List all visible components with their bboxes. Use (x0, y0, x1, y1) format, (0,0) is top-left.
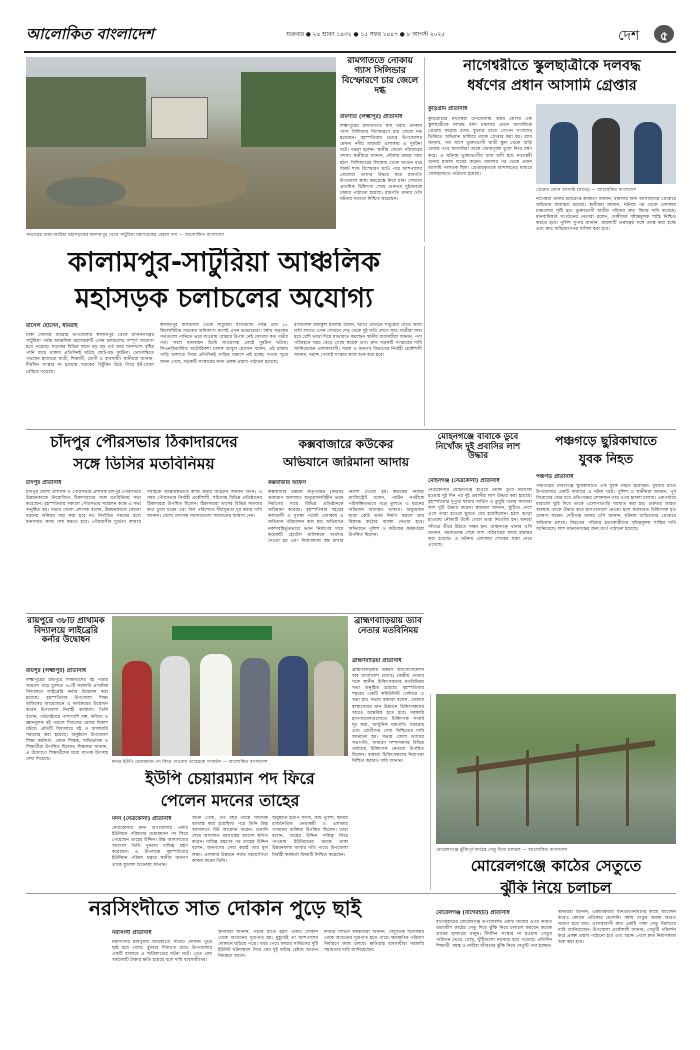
chandpur-headline-line2: সঙ্গে ডিসির মতবিনিময় (73, 456, 215, 473)
tahir-photo-caption: মদনে ইউপি চেয়ারম্যান পদ ফিরে পাওয়ায় তাহেরকে সংবর্ধনা — আলোকিত বাংলাদেশ (112, 760, 268, 765)
narsingdi-body-col1: নরসিংদীর রায়পুরায় অগ্নিকাণ্ডে সাতটি দোকান পুড়ে ছাই হয়ে গেছে। বুধবার দিবাগত রাতে উপজেলার একটি বাজারে এ অগ্নিকাণ্ডের ঘটনা ঘটে। এতে প্রায় অর্ধকোটি টাকার ক্ষতি হয়েছে বলে দাবি ব্যবসায়ীদের। (112, 940, 212, 964)
column-divider (424, 246, 425, 426)
tahir-body-col2: জানা গেছে, গত বছর তাকে সাময়িক বরখাস্ত করা হয়েছিল। পরে তিনি উচ্চ আদালতে রিট আবেদন করেন। শুনানি শেষে আদালত বরখাস্তের আদেশ স্থগিত করেন। দায়িত্ব গ্রহণের পর তাহের উদ্দিন বলেন, জনগণের সেবা করাই তার মূল লক্ষ্য। এলাকার উন্নয়নে সবার সহযোগিতা কামনা করেন তিনি। (192, 816, 268, 864)
kalampur-byline: রাসেল হোসেন, ধামরাই (26, 323, 78, 329)
kalampur-body-col2: কালামপুর বাসস্ট্যান্ড থেকে সাটুরিয়া বাসস্ট্যান্ড পর্যন্ত প্রায় ১৮ কিলোমিটার সড়কের অধিকাংশ অংশই এখন ভাঙাচোরা। বর্ষায় সড়কের গর্তগুলো পানিতে ভরে যাওয়ায় বোঝার উপায় নেই কোথায় কত গভীর গর্ত। ফলে যানবাহন উল্টে যাওয়াসহ প্রায়ই দুর্ঘটনা ঘটছে। সিএনজিচালিত অটোরিকশা চালক আবুল হোসেন বলেন, এই রাস্তায় গাড়ি চালাতে গিয়ে প্রতিদিনই গাড়ির যন্ত্রাংশ নষ্ট হচ্ছে। সওজ সূত্রে জানা গেছে, সড়কটি সংস্কারের জন্য প্রকল্প প্রস্তাব পাঠানো হয়েছে। (160, 323, 288, 365)
raipur-body: লক্ষ্মীপুরের রায়পুরে শিক্ষার্থীদের বই পড়ার অভ্যাস গড়ে তুলতে ৩৮টি সরকারি প্রাথমিক বিদ্যালয়ে লাইব্রেরি কর্নার উদ্বোধন করা হয়েছে। বৃহস্পতিবার উপজেলা শিক্ষা অফিসের আয়োজনে এ কার্যক্রমের উদ্বোধন করেন উপজেলা নির্বাহী কর্মকর্তা। তিনি বলেন, পাঠ্যবইয়ের পাশাপাশি গল্প, কবিতা ও জ্ঞানমূলক বই পড়লে শিশুদের মেধার বিকাশ ঘটবে। প্রতিটি বিদ্যালয়ে বই ও আলমারি সরবরাহ করা হয়েছে। অনুষ্ঠানে উপজেলা শিক্ষা কর্মকর্তা, প্রধান শিক্ষক, অভিভাবক ও শিক্ষার্থীরা উপস্থিত ছিলেন। শিক্ষকরা জানান, এ উদ্যোগে শিক্ষার্থীদের মধ্যে ব্যাপক উৎসাহ দেখা দিয়েছে। (26, 678, 108, 763)
newspaper-logo: আলোকিত বাংলাদেশ (26, 25, 154, 43)
mohangonj-headline: মোহনগঞ্জে বাবাকে ডুবে নিখোঁজ দুই প্রবাসির লাশ উদ্ধার (435, 433, 521, 462)
kalampur-headline-line1: কালামপুর-সাটুরিয়া আঞ্চলিক (68, 248, 380, 278)
brahmanbaria-headline: ব্রাহ্মণবাড়িয়ায় ড্যাব নেতার মতবিনিময় (354, 617, 422, 636)
coxsbazar-headline-line2: অভিযানে জরিমানা আদায় (283, 456, 409, 469)
road-photo (26, 57, 336, 229)
coxsbazar-headline-line1: কক্সবাজারে কউকের (298, 438, 394, 451)
tahir-headline-line1: ইউপি চেয়ারম্যান পদ ফিরে (145, 770, 315, 788)
morelganj-byline: মোরেলগঞ্জ (বাগেরহাট) প্রতিনিধি (436, 910, 510, 916)
tahir-headline-line2: পেলেন মদনের তাহের (160, 792, 300, 810)
panchagarh-byline: পঞ্চগড় প্রতিনিধি (536, 474, 574, 480)
raipur-byline: রায়পুর (লক্ষ্মীপুর) প্রতিনিধি (26, 668, 87, 674)
nageshwari-body-right: নাগেশ্বরী থানার ভারপ্রাপ্ত কর্মকর্তা জানান, মামলার অন্য আসামিদের গ্রেপ্তারে অভিযান অব্যাহত রয়েছে। স্থানীয়রা জানান, ঘটনার পর থেকে এলাকায় চাঞ্চল্যের সৃষ্টি হয়। ভুক্তভোগী ছাত্রীর পরিবার দ্রুত বিচার দাবি করেছে। মানবাধিকার সংগঠনের নেতারা বলেন, দোষীদের দৃষ্টান্তমূলক শাস্তি নিশ্চিত করতে হবে। পুলিশ সুপার জানান, মামলাটি গুরুত্বের সঙ্গে তদন্ত করা হচ্ছে এবং দ্রুত অভিযোগপত্র দাখিল করা হবে। (536, 197, 676, 233)
chandpur-byline: চাঁদপুর প্রতিনিধি (26, 480, 62, 486)
nageshwari-headline-line2: ধর্ষণের প্রধান আসামি গ্রেপ্তার (467, 78, 637, 94)
tahir-photo (112, 616, 348, 756)
ramgati-headline: রামগতিতে নৌকায় গ্যাস সিলিন্ডার বিস্ফোরণে চার জেলে দগ্ধ (341, 57, 419, 96)
panchagarh-headline-line2: যুবক নিহত (578, 452, 634, 466)
raipur-headline: রায়পুরে ৩৮টি প্রাথমিক বিদ্যালয়ে লাইব্রেরি কর্নার উদ্বোধন (27, 617, 105, 646)
arrest-photo (536, 104, 676, 184)
tahir-body-col3: অনুষ্ঠানে ইউপি সদস্য, গ্রাম পুলিশ, স্থানীয় রাজনৈতিক নেতাকর্মী ও এলাকার গণ্যমান্য ব্যক্তিরা উপস্থিত ছিলেন। তারা বলেন, তাহের উদ্দিন দায়িত্ব ফিরে পাওয়ায় ইউনিয়নের থমকে থাকা উন্নয়নকাজ আবার গতি পাবে। উপজেলা নির্বাহী কর্মকর্তা বিষয়টি নিশ্চিত করেছেন। (272, 816, 348, 858)
masthead (24, 20, 676, 50)
panchagarh-headline-line1: পঞ্চগড়ে ছুরিকাঘাতে (554, 434, 658, 448)
mohangonj-byline: মোহনগঞ্জ (নেত্রকোনা) প্রতিনিধি (428, 478, 500, 484)
narsingdi-body-col2: স্থানীয়রা জানান, গভীর রাতে হঠাৎ একটি দোকান থেকে আগুনের সূত্রপাত হয়। মুহূর্তেই তা আশপাশের দোকানে ছড়িয়ে পড়ে। খবর পেয়ে ফায়ার সার্ভিসের দুটি ইউনিট ঘটনাস্থলে গিয়ে প্রায় দুই ঘণ্টার চেষ্টায় আগুন নিয়ন্ত্রণে আনে। (218, 930, 318, 960)
morelganj-headline-line2: ঝুঁকি নিয়ে চলাচল (500, 880, 612, 897)
morelganj-body-col2: স্থানীয়রা জানান, একাধিকবার জনপ্রতিনিধিদের কাছে আবেদন করেও কোনো প্রতিকার মেলেনি। বর্ষায় সেতুর অবস্থা আরও খারাপ হয়ে যায়। এলাকাবাসী দ্রুত একটি পাকা সেতু নির্মাণের দাবি জানিয়েছেন। উপজেলা প্রকৌশলী জানান, সেতুটি পরিদর্শন করে প্রকল্প প্রস্তাব পাঠানো হবে এবং বরাদ্দ পেলে দ্রুত নির্মাণকাজ শুরু করা হবে। (558, 910, 676, 946)
kalampur-body-col3: বাসচালক রফিকুল ইসলাম বলেন, আগে যেখানে সাটুরিয়া যেতে আধা ঘণ্টা লাগত এখন সেখানে দেড় থেকে দুই ঘণ্টা লেগে যায়। যাত্রীরা বাধ্য হয়ে বেশি ভাড়া দিয়ে যাতায়াত করছেন। স্থানীয় ব্যবসায়ীরা জানান, পণ্য পরিবহনে খরচ বেড়ে গেছে কয়েক গুণ। দ্রুত সড়কটি সংস্কারের দাবি জানিয়েছেন এলাকাবাসী। সড়ক ও জনপথ বিভাগের নির্বাহী প্রকৌশলী জানান, বরাদ্দ পেলেই সংস্কার কাজ শুরু করা হবে। (294, 323, 422, 359)
narsingdi-body-col3: ফায়ার সার্ভিস কর্মকর্তারা জানান, বৈদ্যুতিক শর্টসার্কিট থেকে আগুনের সূত্রপাত হতে পারে। ক্ষয়ক্ষতির পরিমাণ নির্ধারণে কাজ চলছে। ক্ষতিগ্রস্ত ব্যবসায়ীরা সরকারি সহায়তার দাবি জানিয়েছেন। (324, 930, 424, 954)
narsingdi-byline: নরসিংদী প্রতিনিধি (112, 930, 152, 936)
brahmanbaria-byline: ব্রাহ্মণবাড়িয়া প্রতিনিধি (352, 658, 402, 664)
section-rule (26, 613, 424, 614)
nageshwari-body-left: কুড়িগ্রামের নাগেশ্বরী উপজেলায় অষ্টম শ্রেণির এক স্কুলছাত্রীকে দলবদ্ধ ধর্ষণ মামলার প্রধান আসামিকে গ্রেপ্তার করেছে র‍্যাব। বুধবার রাতে গোপন সংবাদের ভিত্তিতে অভিযান চালিয়ে তাকে গ্রেপ্তার করা হয়। র‍্যাব জানায়, গত মাসে ভুক্তভোগী ছাত্রী স্কুল থেকে বাড়ি ফেরার পথে আসামিরা তাকে জোরপূর্বক তুলে নিয়ে ধর্ষণ করে। এ ঘটনায় ভুক্তভোগীর বাবা বাদী হয়ে নাগেশ্বরী থানায় মামলা দায়ের করেন। মামলার পর থেকে প্রধান আসামি পলাতক ছিল। গ্রেপ্তারকৃতকে আদালতের মাধ্যমে জেলহাজতে পাঠানো হয়েছে। (428, 117, 532, 177)
section-name: দেশ (618, 28, 640, 44)
chandpur-body: চাঁদপুর জেলা প্রশাসক ও পৌরসভার প্রশাসক চাঁদপুর পৌরসভার উন্নয়নকাজে নিয়োজিত ঠিকাদারদের সঙ্গে মতবিনিময় সভা করেছেন। বৃহস্পতিবার সকালে পৌরসভার সম্মেলন কক্ষে এ সভা অনুষ্ঠিত হয়। সভায় জেলা প্রশাসক বলেন, উন্নয়নকাজে কোনো ধরনের অনিয়ম সহ্য করা হবে না। নির্ধারিত সময়ের মধ্যে মানসম্মত কাজ শেষ করতে হবে। পৌরবাসীর দুর্ভোগ লাঘবে সবাইকে আন্তরিকভাবে কাজ করার আহ্বান জানান তিনি। এ সময় পৌরসভার নির্বাহী প্রকৌশলী, সচিবসহ বিভিন্ন প্রতিষ্ঠানের ঠিকাদাররা উপস্থিত ছিলেন। ঠিকাদাররা তাদের বিভিন্ন সমস্যার কথা তুলে ধরেন এবং বিল পরিশোধে দীর্ঘসূত্রতা দূর করার দাবি জানান। জেলা প্রশাসক সমস্যাগুলো সমাধানের আশ্বাস দেন। (26, 490, 262, 526)
column-divider (424, 57, 425, 242)
date-line: শুক্রবার ● ২৪ শ্রাবণ ১৪৩২ ● ১৫ সফর ১৪৪৭ ● ৮ আগস্ট ২০২৫ (286, 32, 445, 38)
section-rule (26, 429, 676, 430)
page-number-badge (654, 25, 674, 43)
road-photo-caption: সাভারের ঢাকা-আরিচা মহাসড়কের কালামপুর থেকে সাটুরিয়া মহাসড়কের বেহাল দশা — আলোকিত বাংলাদেশ (26, 233, 224, 238)
morelganj-headline-line1: মোরেলগঞ্জে কাঠের সেতুতে (470, 858, 642, 875)
tahir-body-col1: নেত্রকোনার মদন উপজেলার একটি ইউনিয়ন পরিষদের চেয়ারম্যান পদ ফিরে পেয়েছেন তাহের উদ্দিন। উচ্চ আদালতের আদেশে তিনি পুনরায় দায়িত্ব গ্রহণ করেছেন। এ উপলক্ষে বৃহস্পতিবার ইউনিয়ন পরিষদ চত্বরে স্থানীয় জনগণ তাকে ফুলেল শুভেচ্ছা জানান। (112, 826, 188, 868)
coxsbazar-byline: কক্সবাজার অফিস (268, 480, 306, 486)
panchagarh-body: পঞ্চগড়ের দেবীগঞ্জে ছুরিকাঘাতে এক যুবক নিহত হয়েছেন। বুধবার রাতে উপজেলার একটি বাজারে এ ঘটনা ঘটে। পুলিশ ও স্থানীয়রা জানান, পূর্ব বিরোধের জের ধরে প্রতিপক্ষের লোকজন তার ওপর হামলা চালায়। একপর্যায়ে ধারালো ছুরি দিয়ে তাকে এলোপাতাড়ি আঘাত করা হয়। গুরুতর আহত অবস্থায় তাকে উদ্ধার করে হাসপাতালে নেওয়া হলে কর্তব্যরত চিকিৎসক মৃত ঘোষণা করেন। দেবীগঞ্জ থানার ওসি জানান, ঘটনায় জড়িতদের গ্রেপ্তারে অভিযান চলছে। নিহতের পরিবার হত্যাকারীদের দৃষ্টান্তমূলক শাস্তির দাবি জানিয়েছে। লাশ ময়নাতদন্তের জন্য মর্গে পাঠানো হয়েছে। (536, 484, 676, 532)
bridge-photo-caption: মোরেলগঞ্জে ঝুঁকিপূর্ণ কাঠের সেতু দিয়ে চলাচল — আলোকিত বাংলাদেশ (436, 848, 568, 853)
nageshwari-byline: কুড়িগ্রাম প্রতিনিধি (428, 106, 468, 112)
column-divider (430, 694, 431, 890)
coxsbazar-body: কক্সবাজার উন্নয়ন কর্তৃপক্ষের (কউক) ভ্রাম্যমাণ আদালত অনুমোদনবিহীন ভবন নির্মাণের দায়ে বিভিন্ন প্রতিষ্ঠানকে জরিমানা করেছে। বৃহস্পতিবার শহরের কলাতলী ও সুগন্ধা পয়েন্ট এলাকায় এ অভিযান পরিচালনা করা হয়। অভিযানে নকশাবহির্ভূতভাবে ভবন নির্মাণের দায়ে কয়েকটি হোটেল মালিককে অর্থদণ্ড দেওয়া হয় এবং নির্মাণকাজ বন্ধ রাখার নির্দেশ দেওয়া হয়। কউকের নির্বাহী ম্যাজিস্ট্রেট বলেন, পর্যটন নগরীকে পরিকল্পিতভাবে গড়ে তুলতে এ ধরনের অভিযান অব্যাহত থাকবে। অনুমোদন ছাড়া কেউ ভবন নির্মাণ করলে তার বিরুদ্ধে কঠোর ব্যবস্থা নেওয়া হবে। অভিযানে পুলিশ ও কউকের কর্মকর্তারা উপস্থিত ছিলেন। (268, 490, 424, 544)
kalampur-body-col1: ঢাকা জেলার ধামরাই উপজেলার কালামপুর থেকে মানিকগঞ্জের সাটুরিয়া পর্যন্ত আঞ্চলিক মহাসড়কটি এখন চলাচলের সম্পূর্ণ অযোগ্য হয়ে পড়েছে। সড়কের বিভিন্ন স্থানে বড় বড় গর্ত আর খানাখন্দে বৃষ্টির পানি জমে থাকায় প্রতিদিনই ঘটছে ছোট-বড় দুর্ঘটনা। ভোগান্তিতে পড়ছেন হাজারো যাত্রী, শিক্ষার্থী, রোগী ও ব্যবসায়ী। স্থানীয়রা জানান, দীর্ঘদিন সংস্কার না হওয়ায় সড়কের বিটুমিন উঠে গিয়ে ইট-খোয়া বেরিয়ে পড়েছে। (26, 333, 154, 375)
bridge-photo (436, 694, 676, 844)
nageshwari-headline-line1: নাগেশ্বরীতে স্কুলছাত্রীকে দলবদ্ধ (463, 58, 641, 74)
tahir-byline: মদন (নেত্রকোনা) প্রতিনিধি (112, 816, 172, 822)
narsingdi-headline: নরসিংদীতে সাত দোকান পুড়ে ছাই (89, 897, 361, 920)
masthead-rule (24, 51, 676, 53)
arrest-photo-caption: গ্রেপ্তার প্রধান আসামি (মাঝে) — আলোকিত বাংলাদেশ (536, 188, 637, 193)
page-number: ৫ (660, 29, 668, 43)
morelganj-body-col1: বাগেরহাটের মোরেলগঞ্জ উপজেলার একটি খালের ওপর নির্মিত জরাজীর্ণ কাঠের সেতু দিয়ে ঝুঁকি নিয়ে চলাচল করছেন কয়েক গ্রামের হাজারো মানুষ। দীর্ঘদিন সংস্কার না হওয়ায় সেতুর পাটাতন ভেঙে গেছে, খুঁটিগুলো নড়বড়ে হয়ে পড়েছে। প্রতিদিন শিক্ষার্থী, বয়স্ক ও নারীরা জীবনের ঝুঁকি নিয়ে সেতুটি পার হচ্ছেন। (436, 920, 552, 950)
mohangonj-body: নেত্রকোনার মোহনগঞ্জে হাওরে নৌকা ডুবে নিখোঁজ হওয়ার দুই দিন পর দুই প্রবাসীর লাশ উদ্ধার করা হয়েছে। বৃহস্পতিবার দুপুরে ফায়ার সার্ভিস ও ডুবুরি দলের সদস্যরা লাশ দুটি উদ্ধার করেন। স্বজনরা জানান, ছুটিতে দেশে এসে তারা হাওরে ঘুরতে বের হয়েছিলেন। হঠাৎ ঝড়ো হাওয়ায় নৌকাটি উল্টে গেলে তারা নিখোঁজ হন। অন্যরা সাঁতরে তীরে উঠতে সক্ষম হন। মোহনগঞ্জ থানার ওসি জানান, ময়নাতদন্ত শেষে লাশ পরিবারের কাছে হস্তান্তর করা হয়েছে। এ ঘটনায় এলাকায় শোকের ছায়া নেমে এসেছে। (428, 488, 532, 548)
ramgati-byline: রামগতি (লক্ষ্মীপুর) প্রতিনিধি (340, 114, 403, 120)
kalampur-headline-line2: মহাসড়ক চলাচলের অযোগ্য (75, 284, 373, 314)
ramgati-body: লক্ষ্মীপুরের রামগতিতে মাছ ধরার নৌকায় গ্যাস সিলিন্ডার বিস্ফোরণে চার জেলে দগ্ধ হয়েছেন। বৃহস্পতিবার ভোরে উপজেলার মেঘনা নদীর মাছঘাট এলাকায় এ দুর্ঘটনা ঘটে। দগ্ধরা হলেন- স্থানীয় জেলে পরিবারের সদস্য। স্থানীয়রা জানান, নৌকায় রান্নার সময় হঠাৎ সিলিন্ডারের লিকেজ থেকে আগুন ধরে বিকট শব্দে বিস্ফোরণ ঘটে। পরে আশপাশের জেলেরা তাদের উদ্ধার করে রামগতি উপজেলা স্বাস্থ্য কমপ্লেক্সে নিয়ে যান। সেখানে প্রাথমিক চিকিৎসা শেষে গুরুতর দুইজনকে ঢাকায় পাঠানো হয়েছে। রামগতি থানার ওসি ঘটনার সত্যতা নিশ্চিত করেছেন। (340, 124, 422, 203)
brahmanbaria-body: ব্রাহ্মণবাড়িয়ায় ডক্টরস অ্যাসোসিয়েশন অব বাংলাদেশ (ড্যাব) কেন্দ্রীয় নেতার সঙ্গে স্থানীয় চিকিৎসকদের মতবিনিময় সভা অনুষ্ঠিত হয়েছে। বৃহস্পতিবার শহরের একটি কমিউনিটি সেন্টারে এ সভা হয়। সভায় বক্তারা বলেন, জেলার স্বাস্থ্যসেবার মান উন্নয়নে চিকিৎসকদের আরও আন্তরিক হতে হবে। সরকারি হাসপাতালগুলোতে চিকিৎসক সংকট দূর করা, আধুনিক যন্ত্রপাতি সরবরাহ এবং রোগীদের সেবা নিশ্চিতের দাবি জানানো হয়। সভায় জেলা ড্যাবের সভাপতি, সাধারণ সম্পাদকসহ বিভিন্ন পর্যায়ের চিকিৎসক নেতারা উপস্থিত ছিলেন। বক্তারা চিকিৎসকদের নিরাপত্তা নিশ্চিত করারও দাবি জানান। (352, 668, 424, 765)
chandpur-headline-line1: চাঁদপুর পৌরসভার ঠিকাদারদের (50, 434, 238, 451)
